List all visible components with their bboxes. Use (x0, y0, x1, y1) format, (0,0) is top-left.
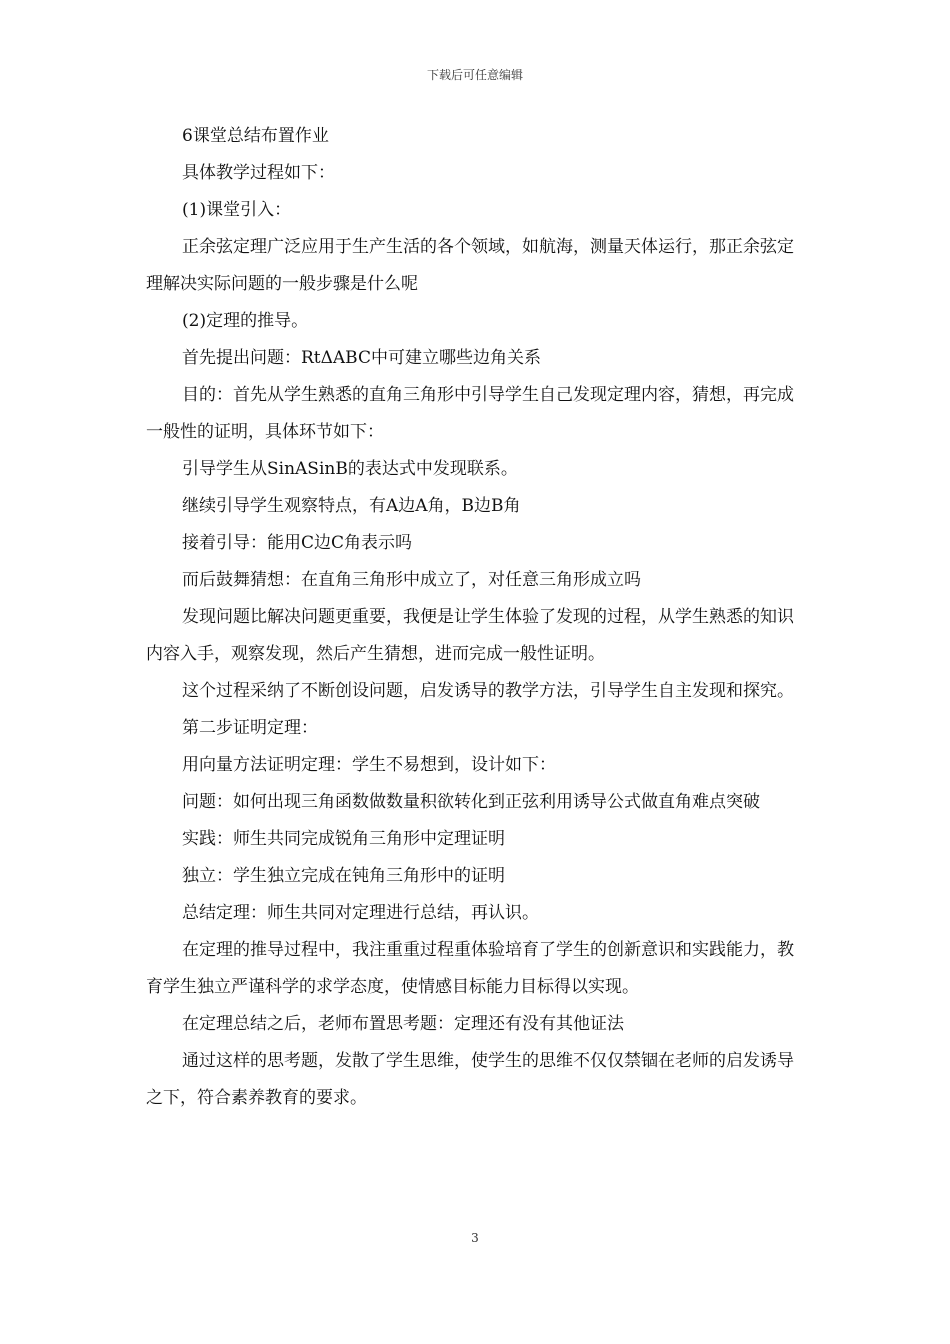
paragraph: 实践：师生共同完成锐角三角形中定理证明 (182, 829, 505, 849)
paragraph: 6课堂总结布置作业 (182, 126, 329, 146)
paragraph: (2)定理的推导。 (182, 311, 309, 331)
document-body (146, 118, 806, 1117)
paragraph: 总结定理：师生共同对定理进行总结，再认识。 (182, 903, 539, 923)
paragraph: 继续引导学生观察特点，有A边A角，B边B角 (182, 496, 521, 516)
paragraph: 通过这样的思考题，发散了学生思维，使学生的思维不仅仅禁锢在老师的启发诱导之下，符合素养教育的要求。 (146, 1051, 794, 1108)
paragraph: 在定理的推导过程中，我注重重过程重体验培育了学生的创新意识和实践能力，教育学生独立严谨科学的求学态度，使情感目标能力目标得以实现。 (146, 940, 794, 997)
paragraph: 首先提出问题：RtΔABC中可建立哪些边角关系 (182, 348, 541, 368)
paragraph: 接着引导：能用C边C角表示吗 (182, 533, 413, 553)
paragraph: 独立：学生独立完成在钝角三角形中的证明 (182, 866, 505, 886)
paragraph: (1)课堂引入： (182, 200, 292, 220)
page-header: 下载后可任意编辑 (426, 68, 523, 82)
paragraph: 而后鼓舞猜想：在直角三角形中成立了，对任意三角形成立吗 (182, 570, 641, 590)
paragraph: 第二步证明定理： (182, 718, 318, 738)
paragraph: 在定理总结之后，老师布置思考题：定理还有没有其他证法 (182, 1014, 624, 1034)
paragraph: 正余弦定理广泛应用于生产生活的各个领域，如航海，测量天体运行，那正余弦定理解决实际问题的一般步骤是什么呢 (146, 237, 794, 294)
paragraph: 问题：如何出现三角函数做数量积欲转化到正弦利用诱导公式做直角难点突破 (182, 792, 760, 812)
paragraph: 这个过程采纳了不断创设问题，启发诱导的教学方法，引导学生自主发现和探究。 (182, 681, 794, 701)
paragraph: 具体教学过程如下： (182, 163, 335, 183)
paragraph: 目的：首先从学生熟悉的直角三角形中引导学生自己发现定理内容，猜想，再完成一般性的证明，具体环节如下： (146, 385, 794, 442)
paragraph: 发现问题比解决问题更重要，我便是让学生体验了发现的过程，从学生熟悉的知识内容入手，观察发现，然后产生猜想，进而完成一般性证明。 (146, 607, 794, 664)
page-number: 3 (471, 1231, 479, 1245)
paragraph: 引导学生从SinASinB的表达式中发现联系。 (182, 459, 518, 479)
paragraph: 用向量方法证明定理：学生不易想到，设计如下： (182, 755, 556, 775)
